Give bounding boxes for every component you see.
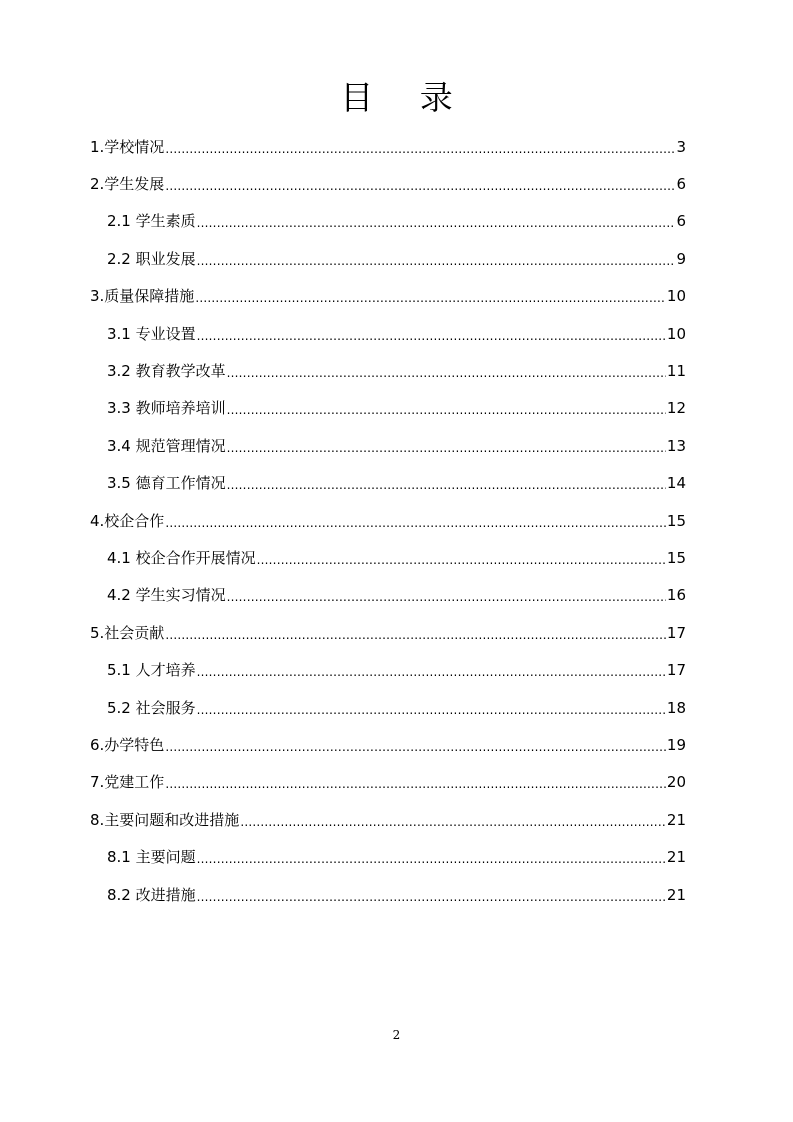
toc-entry[interactable] xyxy=(0,278,686,315)
toc-page-number: 21 xyxy=(666,810,686,829)
toc-entry-title: 4.校企合作 xyxy=(90,511,165,530)
toc-page-number: 20 xyxy=(666,773,686,792)
toc-entry-title: 3.2 教育教学改革 xyxy=(107,362,226,381)
toc-dot-leader xyxy=(227,587,666,607)
toc-page-number: 21 xyxy=(666,848,686,867)
toc-entry-title: 2.1 学生素质 xyxy=(107,212,196,231)
toc-entry[interactable] xyxy=(0,651,686,688)
toc-page-number: 18 xyxy=(666,698,686,717)
toc-entry[interactable] xyxy=(0,390,686,427)
toc-dot-leader xyxy=(227,475,666,495)
toc-entry-title: 1.学校情况 xyxy=(90,137,165,156)
toc-entry-title: 3.4 规范管理情况 xyxy=(107,436,226,455)
toc-entry[interactable] xyxy=(0,801,686,838)
toc-dot-leader xyxy=(227,400,666,420)
toc-dot-leader xyxy=(257,550,666,570)
toc-entry-title: 3.3 教师培养培训 xyxy=(107,399,226,418)
toc-dot-leader xyxy=(165,513,666,533)
toc-page-number: 10 xyxy=(666,287,686,306)
toc-entry[interactable] xyxy=(0,614,686,651)
toc-entry[interactable] xyxy=(0,726,686,763)
toc-dot-leader xyxy=(195,288,666,308)
toc-entry[interactable] xyxy=(0,165,686,202)
toc-page-number: 15 xyxy=(666,548,686,567)
toc-entry[interactable] xyxy=(0,689,686,726)
toc-dot-leader xyxy=(197,662,666,682)
toc-page-number: 11 xyxy=(666,362,686,381)
toc-dot-leader xyxy=(165,774,666,794)
toc-page-number: 17 xyxy=(666,623,686,642)
toc-entry[interactable] xyxy=(0,539,686,576)
toc-dot-leader xyxy=(240,812,666,832)
toc-entry[interactable] xyxy=(0,315,686,352)
toc-entry-title: 5.2 社会服务 xyxy=(107,698,196,717)
toc-page-number: 9 xyxy=(676,249,686,268)
toc-entry[interactable] xyxy=(0,838,686,875)
toc-entry[interactable] xyxy=(0,352,686,389)
toc-page-number: 6 xyxy=(676,175,686,194)
toc-entry-title: 6.办学特色 xyxy=(90,735,165,754)
toc-entry-title: 2.2 职业发展 xyxy=(107,249,196,268)
toc-page-number: 14 xyxy=(666,474,686,493)
toc-page-number: 19 xyxy=(666,735,686,754)
toc-page-number: 13 xyxy=(666,436,686,455)
toc-entry[interactable] xyxy=(0,128,686,165)
toc-entry-title: 4.2 学生实习情况 xyxy=(107,586,226,605)
page-title: 目 录 xyxy=(340,78,471,117)
toc-entry-title: 4.1 校企合作开展情况 xyxy=(107,548,256,567)
toc-dot-leader xyxy=(197,700,666,720)
toc-entry[interactable] xyxy=(0,764,686,801)
toc-entry-title: 5.社会贡献 xyxy=(90,623,165,642)
toc-page-number: 16 xyxy=(666,586,686,605)
toc-dot-leader xyxy=(165,737,666,757)
toc-page-number: 21 xyxy=(666,885,686,904)
toc-entry-title: 8.1 主要问题 xyxy=(107,848,196,867)
toc-entry-title: 2.学生发展 xyxy=(90,175,165,194)
toc-entry[interactable] xyxy=(0,502,686,539)
toc-entry-title: 8.主要问题和改进措施 xyxy=(90,810,240,829)
toc-entry-title: 3.5 德育工作情况 xyxy=(107,474,226,493)
toc-entry-title: 8.2 改进措施 xyxy=(107,885,196,904)
toc-page-number: 6 xyxy=(676,212,686,231)
toc-dot-leader xyxy=(227,438,666,458)
toc-dot-leader xyxy=(165,176,675,196)
toc-entry[interactable] xyxy=(0,876,686,913)
toc-page-number: 10 xyxy=(666,324,686,343)
toc-dot-leader xyxy=(197,887,666,907)
toc-entry-title: 3.1 专业设置 xyxy=(107,324,196,343)
table-of-contents xyxy=(0,128,793,913)
toc-dot-leader xyxy=(165,139,675,159)
toc-dot-leader xyxy=(197,213,676,233)
toc-dot-leader xyxy=(197,251,676,271)
footer-page-number: 2 xyxy=(392,1028,401,1042)
toc-entry-title: 7.党建工作 xyxy=(90,773,165,792)
toc-page-number: 3 xyxy=(676,137,686,156)
toc-dot-leader xyxy=(227,363,666,383)
toc-entry[interactable] xyxy=(0,577,686,614)
toc-entry-title: 5.1 人才培养 xyxy=(107,661,196,680)
toc-page-number: 12 xyxy=(666,399,686,418)
toc-entry-title: 3.质量保障措施 xyxy=(90,287,195,306)
toc-dot-leader xyxy=(197,326,666,346)
toc-entry[interactable] xyxy=(0,427,686,464)
toc-entry[interactable] xyxy=(0,203,686,240)
toc-page-number: 17 xyxy=(666,661,686,680)
toc-dot-leader xyxy=(197,849,666,869)
toc-entry[interactable] xyxy=(0,465,686,502)
toc-page-number: 15 xyxy=(666,511,686,530)
toc-entry[interactable] xyxy=(0,240,686,277)
toc-dot-leader xyxy=(165,625,666,645)
